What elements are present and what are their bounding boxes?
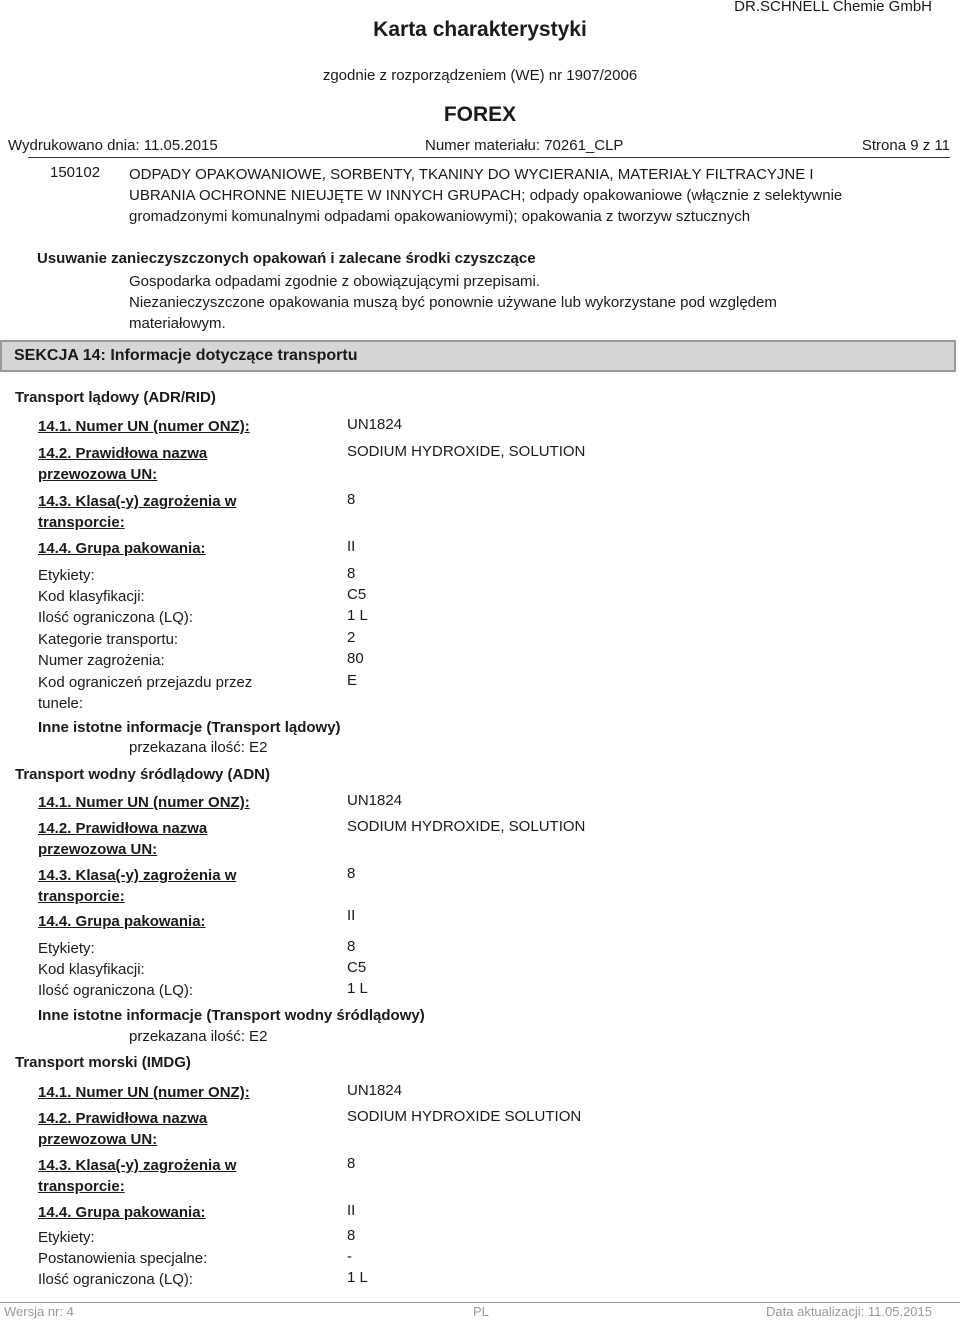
- product-name: FOREX: [443, 103, 517, 126]
- adr-name-label-1: 14.2. Prawidłowa nazwa: [38, 445, 208, 462]
- adn-class-value: 8: [347, 865, 356, 882]
- waste-code: 150102: [50, 164, 101, 181]
- imdg-pg-value: II: [347, 1202, 356, 1219]
- imdg-labels-label: Etykiety:: [38, 1229, 95, 1246]
- imdg-class-label-1: 14.3. Klasa(-y) zagrożenia w: [38, 1157, 237, 1174]
- material-number: Numer materiału: 70261_CLP: [425, 137, 624, 154]
- imdg-un-label: 14.1. Numer UN (numer ONZ):: [38, 1084, 250, 1101]
- imdg-class-value: 8: [347, 1155, 356, 1172]
- adr-tunnel-label-1: Kod ograniczeń przejazdu przez: [38, 674, 253, 691]
- adr-un-value: UN1824: [347, 416, 403, 433]
- adr-lq-label: Ilość ograniczona (LQ):: [38, 609, 194, 626]
- imdg-special-value: -: [347, 1248, 352, 1265]
- document-title: Karta charakterystyki: [373, 18, 587, 41]
- adr-category-label: Kategorie transportu:: [38, 631, 179, 648]
- imdg-name-label-2: przewozowa UN:: [38, 1131, 158, 1148]
- adn-class-label-1: 14.3. Klasa(-y) zagrożenia w: [38, 867, 237, 884]
- adr-hazard-value: 80: [347, 650, 364, 667]
- page-number: Strona 9 z 11: [861, 137, 950, 154]
- adn-lq-value: 1 L: [347, 980, 368, 997]
- disposal-text-2: Niezanieczyszczone opakowania muszą być ponownie używane lub wykorzystane pod względem materiałowym.: [129, 294, 777, 332]
- adr-pg-label: 14.4. Grupa pakowania:: [38, 540, 206, 557]
- adr-class-label-2: transporcie:: [38, 514, 125, 531]
- printed-date: Wydrukowano dnia: 11.05.2015: [8, 137, 218, 154]
- imdg-name-value: SODIUM HYDROXIDE SOLUTION: [347, 1108, 582, 1125]
- version-number: Wersja nr: 4: [4, 1304, 74, 1319]
- adn-name-label-2: przewozowa UN:: [38, 841, 158, 858]
- adr-heading: Transport lądowy (ADR/RID): [15, 389, 216, 406]
- adr-un-label: 14.1. Numer UN (numer ONZ):: [38, 418, 250, 435]
- adr-name-label-2: przewozowa UN:: [38, 466, 158, 483]
- footer-divider: [0, 1302, 960, 1303]
- imdg-special-label: Postanowienia specjalne:: [38, 1250, 208, 1267]
- adn-pg-label: 14.4. Grupa pakowania:: [38, 913, 206, 930]
- adn-name-value: SODIUM HYDROXIDE, SOLUTION: [347, 818, 586, 835]
- imdg-pg-label: 14.4. Grupa pakowania:: [38, 1204, 206, 1221]
- regulation-reference: zgodnie z rozporządzeniem (WE) nr 1907/2006: [322, 67, 638, 84]
- adr-name-value: SODIUM HYDROXIDE, SOLUTION: [347, 443, 586, 460]
- disposal-text-1: Gospodarka odpadami zgodnie z obowiązującymi przepisami.: [129, 273, 541, 290]
- adr-tunnel-label-2: tunele:: [38, 695, 84, 712]
- adn-labels-value: 8: [347, 938, 356, 955]
- header-divider: [28, 157, 950, 158]
- imdg-un-value: UN1824: [347, 1082, 403, 1099]
- language-code: PL: [473, 1304, 489, 1319]
- adn-other-heading: Inne istotne informacje (Transport wodny śródlądowy): [38, 1007, 425, 1024]
- adr-class-value: 8: [347, 491, 356, 508]
- imdg-lq-value: 1 L: [347, 1269, 368, 1286]
- adr-pg-value: II: [347, 538, 356, 555]
- adn-un-value: UN1824: [347, 792, 403, 809]
- waste-description: ODPADY OPAKOWANIOWE, SORBENTY, TKANINY DO WYCIERANIA, MATERIAŁY FILTRACYJNE I UBRANIA OCHRONNE NIEUJĘTE W INNYCH GRUPACH; odpady opakowaniowe (włącznie z selektywnie gromadzonymi komunalnymi odpadami opakowaniowymi); opakowania z tworzyw sztucznych: [129, 166, 843, 225]
- company-name: DR.SCHNELL Chemie GmbH: [734, 0, 932, 15]
- imdg-labels-value: 8: [347, 1227, 356, 1244]
- imdg-class-label-2: transporcie:: [38, 1178, 125, 1195]
- adr-category-value: 2: [347, 629, 356, 646]
- adn-pg-value: II: [347, 907, 356, 924]
- adr-other-heading: Inne istotne informacje (Transport lądowy): [38, 719, 341, 736]
- adn-code-label: Kod klasyfikacji:: [38, 961, 145, 978]
- adn-heading: Transport wodny śródlądowy (ADN): [15, 766, 271, 783]
- adr-labels-value: 8: [347, 565, 356, 582]
- adn-labels-label: Etykiety:: [38, 940, 95, 957]
- adn-other-value: przekazana ilość: E2: [129, 1028, 268, 1045]
- adn-name-label-1: 14.2. Prawidłowa nazwa: [38, 820, 208, 837]
- adn-lq-label: Ilość ograniczona (LQ):: [38, 982, 194, 999]
- adn-un-label: 14.1. Numer UN (numer ONZ):: [38, 794, 250, 811]
- adr-code-label: Kod klasyfikacji:: [38, 588, 145, 605]
- adn-class-label-2: transporcie:: [38, 888, 125, 905]
- adr-lq-value: 1 L: [347, 607, 368, 624]
- update-date: Data aktualizacji: 11.05.2015: [766, 1304, 932, 1319]
- adr-labels-label: Etykiety:: [38, 567, 95, 584]
- adr-class-label-1: 14.3. Klasa(-y) zagrożenia w: [38, 493, 237, 510]
- adr-other-value: przekazana ilość: E2: [129, 739, 268, 756]
- imdg-lq-label: Ilość ograniczona (LQ):: [38, 1271, 194, 1288]
- adr-tunnel-value: E: [347, 672, 358, 689]
- adr-hazard-label: Numer zagrożenia:: [38, 652, 165, 669]
- adr-code-value: C5: [347, 586, 367, 603]
- imdg-name-label-1: 14.2. Prawidłowa nazwa: [38, 1110, 208, 1127]
- section-title: SEKCJA 14: Informacje dotyczące transportu: [14, 347, 358, 364]
- disposal-heading: Usuwanie zanieczyszczonych opakowań i zalecane środki czyszczące: [37, 250, 536, 267]
- imdg-heading: Transport morski (IMDG): [15, 1054, 191, 1071]
- adn-code-value: C5: [347, 959, 367, 976]
